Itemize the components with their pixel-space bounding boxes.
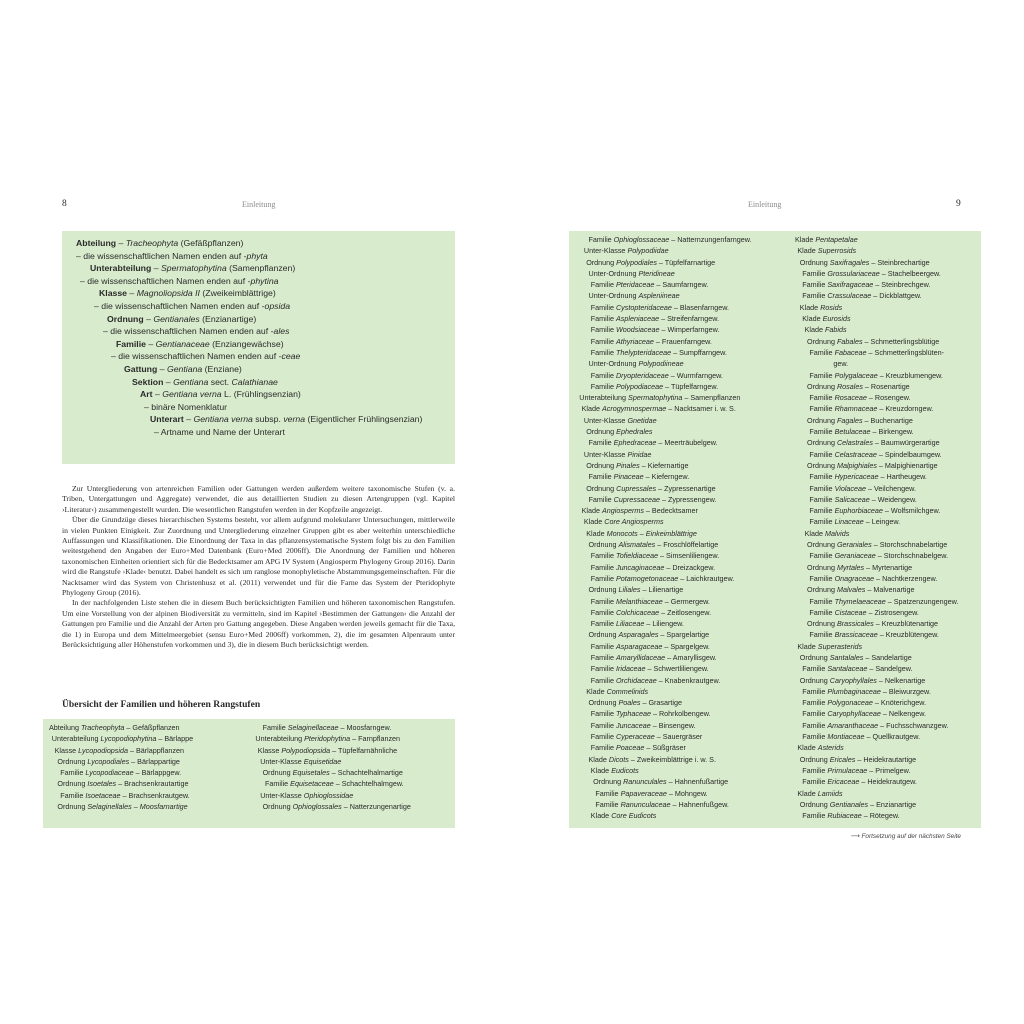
paragraph-2: Über die Grundzüge dieses hierarchischen Systems besteht, vor allem aufgrund molekularer Untersuchungen, mittlerweile in vielen Punkten Einigkeit. Zur Zuordnung und Untergliederung einzelner Gruppen gibt es aber weiterhin unterschiedliche Auffassungen und Klassifikationen. Die Einordnung der Taxa in das pflanzensystematische System folgt bis zu den Familien weitestgehend den Angaben der Euro+Med Datenbank (Euro+Med 2006ff). Die Anordnung der Familien und höheren taxonomischen Einheiten orientiert sich für die Bedecktsamer am APG IV System (Angiosperm Phylogeny Group 2016). Darin wird die Rangstufe ›Klade‹ benutzt. Dabei handelt es sich um ranglose monophyletische Abstammungsgemeinschaften. Für die Nacktsamer wird das System von Christenhusz et al. (2011) verwendet und für die Farne das System der Pteridophyte Phylogeny Group (2016). xyxy=(62,515,455,598)
overview-column-4 xyxy=(795,234,958,821)
hierarchy-line: Abteilung – Tracheophyta (Gefäßpflanzen) xyxy=(76,238,244,248)
overview-column-1 xyxy=(49,722,193,812)
list-item: Ordnung Liliales – Lilienartige xyxy=(588,585,684,595)
hierarchy-line: Art – Gentiana verna L. (Frühlingsenzian) xyxy=(140,389,301,400)
list-item: Familie Fabaceae – Schmetterlingsblüten- xyxy=(809,347,945,357)
list-item: Familie Juncaceae – Binsengew. xyxy=(590,720,696,730)
list-item: Familie Woodsiaceae – Wimperfarngew. xyxy=(590,325,720,335)
list-item: Ordnung Fabales – Schmetterlingsblütige xyxy=(807,336,940,346)
hierarchy-box xyxy=(62,231,455,464)
list-item: Familie Montiaceae – Quellkrautgew. xyxy=(802,732,921,742)
list-item: Ordnung Rosales – Rosenartige xyxy=(807,381,910,391)
overview-column-3 xyxy=(577,234,752,821)
list-item: Familie Rosaceae – Rosengew. xyxy=(809,393,911,403)
list-item: Familie Santalaceae – Sandelgew. xyxy=(802,664,913,674)
list-item: Klade Core Eudicots xyxy=(590,811,657,821)
list-item: Ordnung Ephedrales xyxy=(586,427,653,437)
list-item: Familie Saxifragaceae – Steinbrechgew. xyxy=(802,280,931,290)
list-item: Familie Typhaceae – Rohrkolbengew. xyxy=(590,709,711,719)
list-item: Familie Cistaceae – Zistrosengew. xyxy=(809,607,919,617)
list-item: Familie Orchidaceae – Knabenkrautgew. xyxy=(590,675,721,685)
list-item: Familie Celastraceae – Spindelbaumgew. xyxy=(809,449,942,459)
list-item: Ordnung Polypodiales – Tüpfelfarnartige xyxy=(586,257,716,267)
list-item: Klade Dicots – Zweikeimblättrige i. w. S. xyxy=(588,754,716,764)
hierarchy-line: Ordnung – Gentianales (Enzianartige) xyxy=(107,313,257,324)
list-item: Ordnung Cupressales – Zypressenartige xyxy=(586,483,716,493)
list-item: Familie Primulaceae – Primelgew. xyxy=(802,765,911,775)
list-item: gew. xyxy=(833,359,849,369)
list-item: Ordnung Ophioglossales – Natterzungenartige xyxy=(262,802,411,812)
intro-text xyxy=(62,484,455,651)
list-item: Ordnung Malpighiales – Malpighienartige xyxy=(807,460,938,470)
list-item: Familie Violaceae – Veilchengew. xyxy=(809,483,916,493)
list-item: Ordnung Santalales – Sandelartige xyxy=(799,652,912,662)
list-item: Familie Caryophyllaceae – Nelkengew. xyxy=(802,709,927,719)
list-item: Ordnung Alismatales – Froschlöffelartige xyxy=(588,540,719,550)
list-item: Familie Aspleniaceae – Streifenfarngew. xyxy=(590,314,720,324)
list-item: Klade Lamiids xyxy=(797,788,843,798)
list-item: Familie Equisetaceae – Schachtelhalmgew. xyxy=(265,779,404,789)
list-item: Familie Thelypteridaceae – Sumpffarngew. xyxy=(590,347,727,357)
list-item: Familie Tofieldiaceae – Simsenliliengew. xyxy=(590,551,720,561)
list-item: Ordnung Brassicales – Kreuzblütenartige xyxy=(807,619,939,629)
list-item: Ordnung Fagales – Buchenartige xyxy=(807,415,913,425)
hierarchy-line: Klasse – Magnoliopsida II (Zweikeimblättrige) xyxy=(99,288,276,299)
hierarchy-line: Unterabteilung – Spermatophytina (Samenpflanzen) xyxy=(90,263,296,274)
list-item: Klade Rosids xyxy=(799,302,843,312)
list-item: Familie Brassicaceae – Kreuzblütengew. xyxy=(809,630,939,640)
list-item: Abteilung Tracheophyta – Gefäßpflanzen xyxy=(49,723,180,732)
left-page-number: 8 xyxy=(62,199,67,209)
list-item: Familie Ericaceae – Heidekrautgew. xyxy=(802,777,917,787)
list-item: Familie Amaryllidaceae – Amaryllisgew. xyxy=(590,652,717,662)
hierarchy-line: – die wissenschaftlichen Namen enden auf -phytina xyxy=(80,275,279,286)
list-item: Familie Polygonaceae – Knöterichgew. xyxy=(802,698,927,708)
list-item: Unterabteilung Lycopodiophytina – Bärlappe xyxy=(51,734,194,744)
right-page-number: 9 xyxy=(956,199,961,209)
list-item: Klasse Lycopodiopsida – Bärlappflanzen xyxy=(54,745,184,755)
list-item: Familie Melanthiaceae – Germergew. xyxy=(590,596,710,606)
list-item: Ordnung Saxifragales – Steinbrechartige xyxy=(799,257,930,267)
continued-note-text: Fortsetzung auf der nächsten Seite xyxy=(861,833,961,840)
paragraph-1: Zur Untergliederung von artenreichen Familien oder Gattungen werden außerdem weitere taxonomische Stufen (v. a. Triben, Untergattungen und Aggregate) verwendet, die aus detaillierten Studien zu diesen Artengruppen (vgl. Kapitel ›Literatur‹) zusammengestellt wurden. Die wesentlichen Rangstufen werden in der Kopfzeile angezeigt. xyxy=(62,484,455,514)
list-item: Ordnung Celastrales – Baumwürgerartige xyxy=(807,438,940,448)
hierarchy-line: – die wissenschaftlichen Namen enden auf -phyta xyxy=(76,250,268,261)
list-item: Familie Polypodiaceae – Tüpfelfarngew. xyxy=(590,381,719,391)
paragraph-3: In der nachfolgenden Liste stehen die in diesem Buch berücksichtigten Familien und höheren taxonomischen Rangstufen. Um eine Vorstellung von der alpinen Biodiversität zu vermitteln, sind im Kapitel ›Bestimmen der Gattungen‹ die Anzahl der Gattungen pro Familie und die Anzahl der Arten pro Gattung angegeben. Diese Angaben werden jeweils gemacht für die Taxa, die 1) in Europa und dem Mittelmeergebiet (sensu Euro+Med 2006ff) vorkommen, 2), die im gesamten Alpenraum unter Berücksichtigung aller Höhenstufen vorkommen und 3), die in diesem Buch berücksichtigt werden. xyxy=(62,598,455,650)
list-item: Klade Angiosperms – Bedecktsamer xyxy=(581,506,698,516)
hierarchy-line: – die wissenschaftlichen Namen enden auf -opsida xyxy=(94,301,291,311)
list-item: Familie Cyperaceae – Sauergräser xyxy=(590,732,703,742)
list-item: Unterabteilung Pteridophytina – Farnpflanzen xyxy=(255,734,401,744)
list-item: Familie Ephedraceae – Meerträubelgew. xyxy=(588,438,718,448)
list-item: Ordnung Ericales – Heidekrautartige xyxy=(799,754,917,764)
list-item: Klade Asterids xyxy=(797,743,844,753)
list-item: Familie Betulaceae – Birkengew. xyxy=(809,427,914,437)
list-item: Klade Eurosids xyxy=(802,314,851,324)
list-item: Familie Ranunculaceae – Hahnenfußgew. xyxy=(595,799,729,809)
list-item: Ordnung Asparagales – Spargelartige xyxy=(588,630,710,640)
list-item: Familie Potamogetonaceae – Laichkrautgew. xyxy=(590,573,735,583)
list-item: Familie Pinaceae – Kieferngew. xyxy=(588,472,690,482)
list-item: Familie Dryopteridaceae – Wurmfarngew. xyxy=(590,370,723,380)
list-item: Familie Grossulariaceae – Stachelbeergew. xyxy=(802,268,941,278)
hierarchy-line: Unterart – Gentiana verna subsp. verna (Eigentlicher Frühlingsenzian) xyxy=(150,414,423,425)
list-item: Klasse Polypodiopsida – Tüpfelfarnähnliche xyxy=(257,745,398,755)
list-item: Familie Rhamnaceae – Kreuzdorngew. xyxy=(809,404,934,414)
list-item: Ordnung Caryophyllales – Nelkenartige xyxy=(799,675,926,685)
overview-heading: Übersicht der Familien und höheren Rangstufen xyxy=(62,699,261,710)
list-item: Klade Commelinids xyxy=(586,686,649,696)
list-item: Familie Polygalaceae – Kreuzblumengew. xyxy=(809,370,943,380)
list-item: Familie Juncaginaceae – Dreizackgew. xyxy=(590,562,716,572)
right-running-head: Einleitung xyxy=(748,200,782,209)
overview-box-left xyxy=(43,719,455,828)
list-item: Klade Fabids xyxy=(804,325,847,335)
list-item: Unter-Ordnung Pteridineae xyxy=(588,268,675,278)
list-item: Ordnung Geraniales – Storchschnabelartige xyxy=(807,540,948,550)
list-item: Klade Superasterids xyxy=(797,641,863,651)
list-item: Familie Lycopodiaceae – Bärlappgew. xyxy=(60,768,182,778)
list-item: Familie Euphorbiaceae – Wolfsmilchgew. xyxy=(809,506,941,516)
list-item: Familie Rubiaceae – Rötegew. xyxy=(802,811,900,821)
list-item: Familie Geraniaceae – Storchschnabelgew. xyxy=(809,551,949,561)
list-item: Unter-Klasse Ophioglossidae xyxy=(260,790,354,800)
continued-note xyxy=(851,832,961,840)
hierarchy-line: Gattung – Gentiana (Enziane) xyxy=(124,364,242,374)
list-item: Unter-Ordnung Polypodiineae xyxy=(588,359,684,369)
list-item: Ordnung Lycopodiales – Bärlappartige xyxy=(57,756,180,766)
list-item: Ordnung Myrtales – Myrtenartige xyxy=(807,562,913,572)
list-item: Klade Pentapetalae xyxy=(795,235,858,244)
list-item: Ordnung Selaginellales – Moosfarnartige xyxy=(57,802,188,812)
hierarchy-line: – die wissenschaftlichen Namen enden auf -ales xyxy=(103,326,290,337)
list-item: Familie Amaranthaceae – Fuchsschwanzgew. xyxy=(802,720,949,730)
list-item: Unter-Klasse Gnetidae xyxy=(583,415,657,425)
list-item: Unter-Klasse Polypodiidae xyxy=(583,246,669,256)
list-item: Familie Cystopteridaceae – Blasenfarngew. xyxy=(590,302,730,312)
list-item: Familie Selaginellaceae – Moosfarngew. xyxy=(262,723,392,732)
list-item: Familie Linaceae – Leingew. xyxy=(809,517,901,527)
list-item: Ordnung Pinales – Kiefernartige xyxy=(586,460,689,470)
list-item: Ordnung Gentianales – Enzianartige xyxy=(799,799,917,809)
list-item: Ordnung Poales – Grasartige xyxy=(588,698,682,708)
arrow-right-icon: ⟶ xyxy=(850,833,860,840)
list-item: Ordnung Ranunculales – Hahnenfußartige xyxy=(593,777,729,787)
list-item: Klade Core Angiosperms xyxy=(583,517,664,527)
list-item: Familie Colchicaceae – Zeitlosengew. xyxy=(590,607,712,617)
list-item: Klade Superrosids xyxy=(797,246,857,256)
list-item: Familie Ophioglossaceae – Natternzungenfarngew. xyxy=(588,235,752,244)
hierarchy-line: – binäre Nomenklatur xyxy=(144,401,228,412)
list-item: Familie Cupressaceae – Zypressengew. xyxy=(588,494,717,504)
overview-box-right xyxy=(569,231,981,828)
overview-column-2 xyxy=(253,722,411,812)
list-item: Unter-Klasse Equisetidae xyxy=(260,756,342,766)
list-item: Ordnung Equisetales – Schachtelhalmartige xyxy=(262,768,403,778)
list-item: Klade Monocots – Einkeimblättrige xyxy=(586,528,697,538)
list-item: Familie Salicaceae – Weidengew. xyxy=(809,494,917,504)
hierarchy-line: – die wissenschaftlichen Namen enden auf -ceae xyxy=(111,351,301,362)
list-item: Familie Plumbaginaceae – Bleiwurzgew. xyxy=(802,686,931,696)
list-item: Klade Acrogymnospermae – Nacktsamer i. w. S. xyxy=(581,404,736,414)
left-running-head: Einleitung xyxy=(242,200,276,209)
hierarchy-line: – Artname und Name der Unterart xyxy=(154,427,285,437)
list-item: Unterabteilung Spermatophytina – Samenpflanzen xyxy=(579,393,741,403)
list-item: Familie Liliaceae – Liliengew. xyxy=(590,619,684,629)
list-item: Unter-Ordnung Aspleniineae xyxy=(588,291,680,301)
list-item: Familie Athyriaceae – Frauenfarngew. xyxy=(590,336,712,346)
list-item: Ordnung Isoetales – Brachsenkrautartige xyxy=(57,779,189,789)
list-item: Familie Poaceae – Süßgräser xyxy=(590,743,686,753)
list-item: Klade Eudicots xyxy=(590,765,639,775)
list-item: Familie Isoetaceae – Brachsenkrautgew. xyxy=(60,790,190,800)
list-item: Familie Thymelaeaceae – Spatzenzungengew. xyxy=(809,596,959,606)
list-item: Klade Malvids xyxy=(804,528,850,538)
list-item: Familie Onagraceae – Nachtkerzengew. xyxy=(809,573,938,583)
list-item: Familie Asparagaceae – Spargelgew. xyxy=(590,641,710,651)
hierarchy-line: Sektion – Gentiana sect. Calathianae xyxy=(132,376,278,387)
list-item: Ordnung Malvales – Malvenartige xyxy=(807,585,915,595)
list-item: Familie Iridaceae – Schwertliliengew. xyxy=(590,664,709,674)
list-item: Familie Crassulaceae – Dickblattgew. xyxy=(802,291,922,301)
list-item: Familie Hypericaceae – Hartheugew. xyxy=(809,472,927,482)
list-item: Familie Pteridaceae – Saumfarngew. xyxy=(590,280,709,290)
hierarchy-line: Familie – Gentianaceae (Enziangewächse) xyxy=(116,338,284,349)
list-item: Familie Papaveraceae – Mohngew. xyxy=(595,788,708,798)
list-item: Unter-Klasse Pinidae xyxy=(583,449,652,459)
